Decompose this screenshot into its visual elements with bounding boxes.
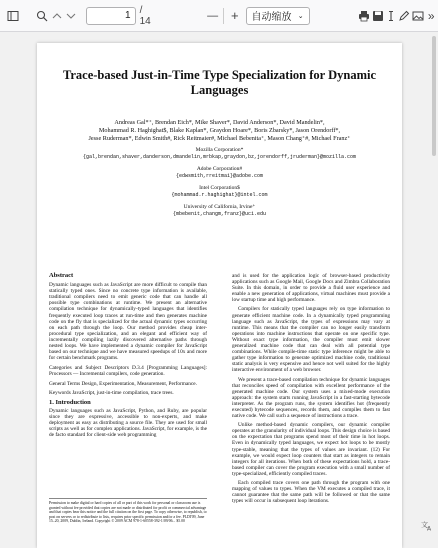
left-column [49,273,207,441]
pdf-page [37,43,402,548]
save-icon[interactable] [371,7,384,25]
pdf-toolbar [0,0,438,32]
abstract-text: Dynamic languages such as JavaScript are more difficult to compile than statically typed ones. Since no concrete type information is available, traditional compilers need to emit generic code that can handle all possible type combinations at runtime. We present an alternative compilation technique for dynamically-typed languages that identifies frequently executed loop traces at run-time and then generates machine code on the fly that is specialized for the actual dynamic types occurring on each path through the loop. Our method provides cheap inter-procedural type specialization, and an elegant and efficient way of incrementally compiling lazily discovered alternative paths through nested loops. We have implemented a dynamic compiler for JavaScript based on our technique and we have measured speedups of 10x and more for certain benchmark programs. [49,282,207,362]
keywords-text: Keywords JavaScript, just-in-time compilation, trace trees. [49,389,174,396]
general-terms-text: General Terms Design, Experimentation, Measurement, Performance. [49,380,197,387]
abstract-heading: Abstract [49,272,74,279]
chevron-down-icon: ⌄ [297,12,304,20]
permission-footnote: Permission to make digital or hard copies of all or part of this work for personal or classroom use is granted without fee provided that copies are not made or distributed for profit or commercial advantage and that copies bear this notice and the full citation on the first page. To copy otherwise, to republish, to post on servers or to redistribute to lists, requires prior specific permission and/or a fee. PLDI'09, June 15–20, 2009, Dublin, Ireland. Copyright © 2009 ACM 978-1-60558-392-1/09/06... $5.00 [49,498,207,524]
zoom-select[interactable] [246,7,310,25]
chevron-down-icon[interactable] [64,7,77,25]
intro-text: Dynamic languages such as JavaScript, Python, and Ruby, are popular since they are expressive, accessible to non-experts, and make deployment as easy as distributing a source file. They are used for small scripts as well as for complex applications. JavaScript, for example, is the de facto standard for client-side web programming [49,407,207,439]
affiliation-email: {gal,brendan,shaver,danderson,dmandelin,mrbkap,graydon,bz,jorendorff,jruderman}@mozilla.com [82,153,357,160]
page-count: / 14 [139,4,151,27]
zoom-out-button[interactable]: — [207,9,219,22]
affiliation-name: Intel Corporation$ [199,185,240,191]
affiliation-name: Mozilla Corporation* [195,147,244,153]
svg-text:A: A [427,525,432,531]
sidebar-icon[interactable] [6,7,19,25]
affiliation-uci [47,204,392,217]
affiliation-email: {edwsmith,rreitmai}@adobe.com [175,172,263,179]
authors-line: Mohammad R. Haghighat$, Blake Kaplan*, Graydon Hoare*, Boris Zbarsky*, Jason Orendorff*, [98,127,341,134]
chevron-up-icon[interactable] [51,7,64,25]
text-cursor-icon[interactable] [384,7,397,25]
authors-line: Andreas Gal*⁺, Brendan Eich*, Mike Shaver*, David Anderson*, David Mandelin*, [114,119,325,126]
toolbar-divider [223,8,224,24]
print-icon[interactable] [358,7,371,25]
overflow-button[interactable]: » [427,8,435,23]
affiliation-intel [47,185,392,198]
svg-text:文: 文 [421,521,428,529]
page-number-input[interactable] [86,7,136,25]
body-paragraph: Each compiled trace covers one path through the program with one mapping of values to types. When the VM executes a compiled trace, it cannot guarantee that the same path will be followed or that the same types will occur in subsequent loop iterations. [232,480,390,505]
body-paragraph: and is used for the application logic of browser-based productivity applications such as Google Mail, Google Docs and Zimbra Collaboration Suite. In this domain, in order to provide a fluid user experience and enable a new generation of applications, virtual machines must provide a low startup time and high performance. [232,273,390,304]
right-column [232,273,390,507]
document-viewer [0,33,438,548]
body-paragraph: We present a trace-based compilation technique for dynamic languages that reconciles speed of compilation with excellent performance of the generated machine code. Our system uses a mixed-mode execution approach: the system starts running JavaScript in a fast-starting bytecode interpreter. As the program runs, the system identifies hot (frequently executed) bytecode sequences, records them, and compiles them to fast native code. We call such a sequence of instructions a trace. [232,376,390,420]
image-icon[interactable] [411,7,424,25]
zoom-value: 自动缩放 [251,12,292,23]
zoom-in-button[interactable]: + [231,8,239,23]
draw-icon[interactable] [398,7,411,25]
translate-icon[interactable] [420,518,434,532]
author-list [47,119,392,143]
intro-heading: 1. Introduction [49,398,91,406]
affiliation-name: Adobe Corporation# [196,166,243,172]
affiliation-name: University of California, Irvine⁺ [183,204,256,210]
affiliation-email: {mohammad.r.haghighat}@intel.com [171,191,268,198]
paper-title: Trace-based Just-in-Time Type Specialization for Dynamic Languages [62,68,377,97]
affiliation-mozilla [47,147,392,160]
affiliation-adobe [47,166,392,179]
categories-text: Categories and Subject Descriptors D.3.4 [Programming Languages]: Processors — Incremental compilers, code generation. [49,365,207,378]
body-paragraph: Compilers for statically typed languages rely on type information to generate efficient machine code. In a dynamically typed programming language such as JavaScript, the types of expressions may vary at runtime. This means that the compiler can no longer easily transform operations into machine instructions that operate on one specific type. Without exact type information, the compiler must emit slower generalized machine code that can deal with all potential type combinations. While compile-time static type inference might be able to gather type information to generate optimized machine code, traditional static analysis is very expensive and hence not well suited for the highly interactive environment of a web browser. [232,306,390,374]
authors-line: Jesse Ruderman*, Edwin Smith#, Rick Reitmaier#, Michael Bebenita⁺, Mason Chang⁺#, Michael Franz⁺ [88,135,351,142]
search-icon[interactable] [35,7,48,25]
affiliation-email: {mbebenit,changm,franz}@uci.edu [172,210,266,217]
body-paragraph: Unlike method-based dynamic compilers, our dynamic compiler operates at the granularity of individual loops. This design choice is based on the expectation that programs spend most of their time in hot loops. Even in dynamically typed languages, we expect hot loops to be mostly type-stable, meaning that the types of values are invariant. (12) For example, we would expect loop counters that start as integers to remain integers for all iterations. When both of these expectations hold, a trace-based compiler can cover the program execution with a small number of type-specialized, efficiently compiled traces. [232,422,390,477]
